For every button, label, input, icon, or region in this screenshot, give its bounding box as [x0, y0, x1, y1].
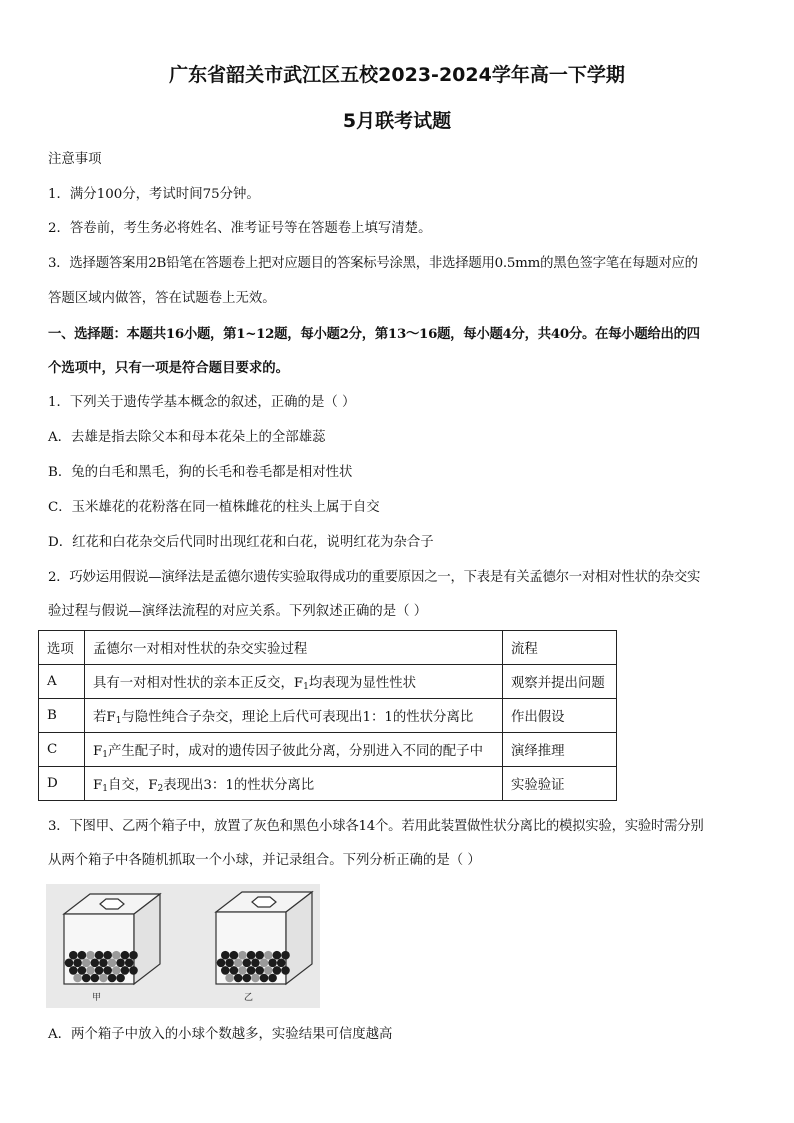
- section-heading: 一、选择题：本题共16小题，第1~12题，每小题2分，第13～16题，每小题4分，共40分。在每小题给出的四: [48, 326, 700, 342]
- row-flow: 演绎推理: [503, 733, 617, 767]
- ball: [255, 951, 264, 960]
- ball: [221, 966, 230, 975]
- ball: [108, 959, 117, 968]
- ball: [69, 966, 78, 975]
- row-option: A: [39, 665, 85, 699]
- ball: [103, 951, 112, 960]
- q3-stem: 3．下图甲、乙两个箱子中，放置了灰色和黑色小球各14个。若用此装置做性状分离比的模拟实验，实验时需分别: [48, 819, 704, 834]
- header-option: 选项: [39, 631, 85, 665]
- ball: [112, 951, 121, 960]
- ball: [251, 974, 260, 983]
- row-flow: 作出假设: [503, 699, 617, 733]
- ball: [251, 959, 260, 968]
- ball: [268, 959, 277, 968]
- ball: [273, 966, 282, 975]
- ball: [103, 966, 112, 975]
- ball: [277, 959, 286, 968]
- row-option: D: [39, 767, 85, 801]
- ball: [73, 959, 82, 968]
- q3-option-a: A．两个箱子中放入的小球个数越多，实验结果可信度越高: [48, 1027, 393, 1042]
- ball: [273, 951, 282, 960]
- row-process: $F_1$产生配子时，成对的遗传因子彼此分离，分别进入不同的配子中: [85, 733, 503, 767]
- ball: [225, 974, 234, 983]
- ball: [121, 951, 130, 960]
- ball: [116, 974, 125, 983]
- ball: [65, 959, 74, 968]
- q2-table: [38, 630, 617, 801]
- ball: [243, 959, 252, 968]
- row-process: 具有一对相对性状的亲本正反交，$F_1$均表现为显性性状: [85, 665, 503, 699]
- ball: [86, 951, 95, 960]
- q1-option-d: D．红花和白花杂交后代同时出现红花和白花，说明红花为杂合子: [48, 535, 434, 550]
- table-header-row: [39, 631, 617, 665]
- ball: [230, 966, 239, 975]
- note-item-3-continued: 答题区域内做答，答在试题卷上无效。: [48, 291, 276, 306]
- ball: [99, 959, 108, 968]
- ball: [260, 959, 269, 968]
- boxes-illustration: [46, 884, 320, 1008]
- ball: [281, 966, 290, 975]
- row-flow: 实验验证: [503, 767, 617, 801]
- note-item-3: 3．选择题答案用2B铅笔在答题卷上把对应题目的答案标号涂黑，非选择题用0.5mm的黑色签字笔在每题对应的: [48, 256, 698, 271]
- ball: [95, 966, 104, 975]
- table-row: [39, 665, 617, 699]
- document-subtitle: 5月联考试题: [342, 110, 452, 132]
- ball: [264, 966, 273, 975]
- ball: [73, 974, 82, 983]
- q2-stem-continued: 验过程与假说—演绎法流程的对应关系。下列叙述正确的是（ ）: [48, 604, 428, 619]
- ball: [234, 974, 243, 983]
- q1-option-a: A．去雄是指去除父本和母本花朵上的全部雄蕊: [48, 430, 326, 445]
- ball: [112, 966, 121, 975]
- ball: [125, 959, 134, 968]
- q1-option-c: C．玉米雄花的花粉落在同一植株雌花的柱头上属于自交: [48, 500, 380, 515]
- row-option: B: [39, 699, 85, 733]
- ball: [86, 966, 95, 975]
- ball: [217, 959, 226, 968]
- table-row: [39, 733, 617, 767]
- ball: [230, 951, 239, 960]
- ball: [99, 974, 108, 983]
- notes-heading: 注意事项: [48, 152, 102, 167]
- note-item-1: 1．满分100分，考试时间75分钟。: [48, 187, 260, 202]
- ball: [69, 951, 78, 960]
- box-jia-label: 甲: [92, 993, 102, 1003]
- box-yi-label: 乙: [244, 993, 254, 1003]
- ball: [268, 974, 277, 983]
- ball-boxes-figure: [46, 884, 320, 1008]
- q2-stem: 2．巧妙运用假说—演绎法是孟德尔遗传实验取得成功的重要原因之一，下表是有关孟德尔一对相对性状的杂交实: [48, 570, 701, 585]
- section-heading-continued: 个选项中，只有一项是符合题目要求的。: [48, 360, 290, 376]
- note-item-2: 2．答卷前，考生务必将姓名、准考证号等在答题卷上填写清楚。: [48, 221, 432, 236]
- ball: [243, 974, 252, 983]
- ball: [95, 951, 104, 960]
- ball: [78, 966, 87, 975]
- ball: [129, 966, 138, 975]
- table-row: [39, 699, 617, 733]
- ball: [91, 959, 100, 968]
- ball: [281, 951, 290, 960]
- ball: [225, 959, 234, 968]
- ball: [247, 951, 256, 960]
- ball: [260, 974, 269, 983]
- row-flow: 观察并提出问题: [503, 665, 617, 699]
- ball: [264, 951, 273, 960]
- ball: [234, 959, 243, 968]
- q1-option-b: B．兔的白毛和黑毛，狗的长毛和卷毛都是相对性状: [48, 465, 353, 480]
- ball: [247, 966, 256, 975]
- ball: [82, 959, 91, 968]
- document-title: 广东省韶关市武江区五校2023-2024学年高一下学期: [169, 64, 625, 86]
- ball: [91, 974, 100, 983]
- ball: [108, 974, 117, 983]
- row-option: C: [39, 733, 85, 767]
- ball: [116, 959, 125, 968]
- q1-stem: 1．下列关于遗传学基本概念的叙述，正确的是（ ）: [48, 395, 356, 410]
- header-process: 孟德尔一对相对性状的杂交实验过程: [85, 631, 503, 665]
- header-flow: 流程: [503, 631, 617, 665]
- ball: [121, 966, 130, 975]
- ball: [238, 951, 247, 960]
- ball: [238, 966, 247, 975]
- ball: [82, 974, 91, 983]
- row-process: 若$F_1$与隐性纯合子杂交，理论上后代可表现出1：1的性状分离比: [85, 699, 503, 733]
- ball: [129, 951, 138, 960]
- ball: [255, 966, 264, 975]
- q3-stem-continued: 从两个箱子中各随机抓取一个小球，并记录组合。下列分析正确的是（ ）: [48, 853, 481, 868]
- ball: [221, 951, 230, 960]
- row-process: $F_1$自交，$F_2$表现出3：1的性状分离比: [85, 767, 503, 801]
- ball: [78, 951, 87, 960]
- table-row: [39, 767, 617, 801]
